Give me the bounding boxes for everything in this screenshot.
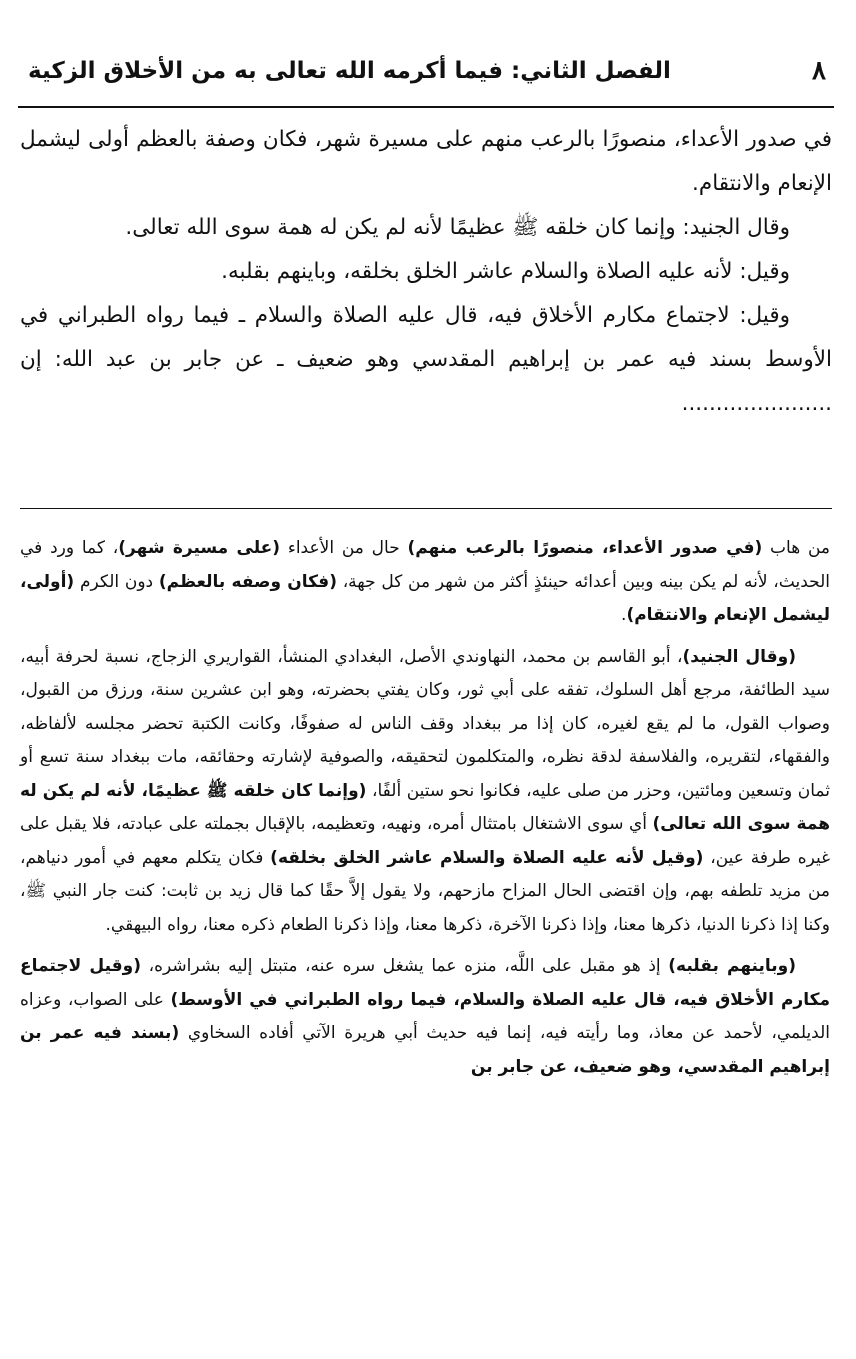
quoted-matn: (وقيل لأنه عليه الصلاة والسلام عاشر الخلق بخلقه) [270, 847, 704, 868]
commentary-text-run: أي سوى الاشتغال بامتثال أمره، ونهيه، وتعظيمه، بالإقبال بجملته على عبادته، فلا يقبل على غيره طرفة عين، [20, 814, 831, 868]
quoted-matn: (وإنما كان خلقه ﷺ عظيمًا، لأنه لم يكن له همة سوى الله تعالى) [20, 780, 830, 834]
commentary-text-run: حال من الأعداء [280, 538, 408, 558]
commentary-text-run: ، كما ورد في الحديث، لأنه لم يكن بينه وبين أعدائه حينئذٍ أكثر من شهر من كل جهة، [20, 538, 830, 592]
main-paragraph: وقال الجنيد: وإنما كان خلقه ﷺ عظيمًا لأنه لم يكن له همة سوى الله تعالى. [125, 215, 790, 240]
main-paragraph: وقيل: لأنه عليه الصلاة والسلام عاشر الخلق بخلقه، وباينهم بقلبه. [221, 259, 790, 284]
quoted-matn: (فكان وصفه بالعظم) [158, 571, 337, 592]
running-header [18, 52, 834, 104]
quoted-matn: (على مسيرة شهر) [118, 538, 281, 558]
quoted-matn: (وباينهم بقلبه) [668, 956, 796, 976]
commentary-text [20, 532, 830, 1092]
continuation-dots: ...................... [681, 391, 832, 416]
main-text [20, 118, 832, 426]
quoted-matn: (أولى، ليشمل الإنعام والانتقام) [20, 571, 830, 625]
commentary-text-run: إذ هو مقبل على اللَّه، منزه عما يشغل سره عنه، متبتل إليه بشراشره، [140, 956, 669, 976]
main-paragraph [20, 294, 832, 426]
page-number: ٨ [812, 56, 826, 86]
quoted-matn: (وقال الجنيد) [682, 646, 796, 667]
quoted-matn: (وقيل لاجتماع مكارم الأخلاق فيه، قال عليه الصلاة والسلام، فيما رواه الطبراني في الأوسط) [20, 956, 830, 1010]
commentary-paragraph [20, 950, 830, 1084]
commentary-paragraph [20, 641, 830, 943]
main-paragraph-text: وقيل: لاجتماع مكارم الأخلاق فيه، قال عليه الصلاة والسلام ـ فيما رواه الطبراني في الأوسط بسند فيه عمر بن إبراهيم المقدسي وهو ضعيف ـ عن جابر بن عبد الله: إن [20, 303, 832, 372]
commentary-text-run: ، أبو القاسم بن محمد، النهاوندي الأصل، البغدادي المنشأ، القواريري الزجاج، نسبة لحرفة أبيه، سيد الطائفة، مرجع أهل السلوك، تفقه على أبي ثور، وكان يفتي بحضرته، وهو ابن عشرين سنة، ورزق من القبول، وصواب القول، ما لم يقع لغيره، كان إذا مر ببغداد وقف الناس له صفوفًا، وكانت الكتبة تحضر مجلسه لألفاظه، والفقهاء، لتقريره، والفلاسفة لدقة نظره، والمتكلمون لتحقيقه، والصوفية لإشارته وحقائقه، مات ببغداد سنة تسع أو ثمان وتسعين ومائتين، وحزر من صلى عليه، فكانوا نحو ستين ألفًا، [20, 646, 830, 801]
quoted-matn: (في صدور الأعداء، منصورًا بالرعب منهم) [407, 538, 763, 558]
chapter-title: الفصل الثاني: فيما أكرمه الله تعالى به من الأخلاق الزكية [28, 58, 671, 84]
header-rule [18, 106, 834, 108]
quoted-matn: (بسند فيه عمر بن إبراهيم المقدسي، وهو ضعيف، عن جابر بن [20, 1023, 830, 1077]
commentary-text-run: فكان يتكلم معهم في أمور دنياهم، من مزيد تلطفه بهم، وإن اقتضى الحال المزاح مازحهم، ولا يقول إلاَّ حقًا كما قال زيد بن ثابت: كنت جار النبي ﷺ، وكنا إذا ذكرنا الدنيا، ذكرها معنا، وإذا ذكرنا الآخرة، ذكرها معنا، وإذا ذكرنا الطعام ذكره معنا، رواه البيهقي. [20, 847, 830, 935]
text-separator-rule [20, 508, 832, 509]
commentary-text-run: . [621, 605, 627, 625]
commentary-paragraph [20, 532, 830, 633]
commentary-text-run: دون الكرم [74, 571, 159, 592]
commentary-text-run: على الصواب، وعزاه الديلمي، لأحمد عن معاذ، وما رأيته فيه، إنما فيه حديث أبي هريرة الآتي أفاده السخاوي [20, 989, 830, 1043]
main-paragraph: في صدور الأعداء، منصورًا بالرعب منهم على مسيرة شهر، فكان وصفة بالعظم أولى ليشمل الإنعام والانتقام. [20, 127, 832, 196]
commentary-text-run: من هاب [762, 538, 830, 558]
